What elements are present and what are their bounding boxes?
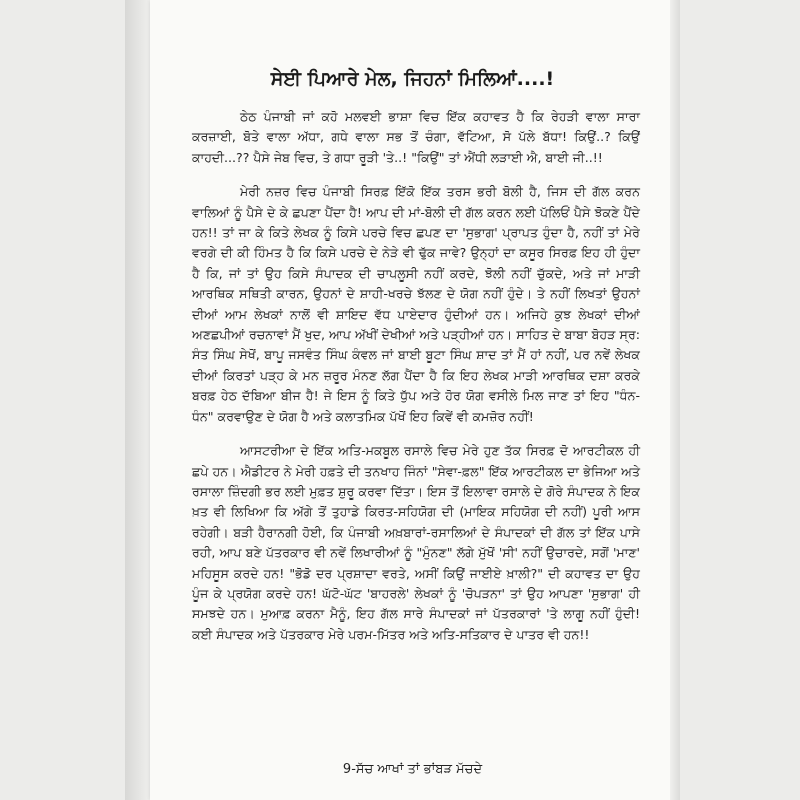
paragraph-2: ਮੇਰੀ ਨਜ਼ਰ ਵਿਚ ਪੰਜਾਬੀ ਸਿਰਫ਼ ਇੱਕੋ ਇੱਕ ਤਰਸ ਭਰੀ ਬੋਲੀ ਹੈ, ਜਿਸ ਦੀ ਗੱਲ ਕਰਨ ਵਾਲਿਆਂ ਨੂੰ ਪੈਸੇ ਦੇ ਕੇ ਛਪਣਾ ਪੈਂਦਾ ਹੈ! ਆਪ ਦੀ ਮਾਂ-ਬੋਲੀ ਦੀ ਗੱਲ ਕਰਨ ਲਈ ਪੱਲਿਓਂ ਪੈਸੇ ਝੋਕਣੇ ਪੈਂਦੇ ਹਨ!! ਤਾਂ ਜਾ ਕੇ ਕਿਤੇ ਲੇਖਕ ਨੂੰ ਕਿਸੇ ਪਰਚੇ ਵਿਚ ਛਪਣ ਦਾ 'ਸੁਭਾਗ' ਪ੍ਰਾਪਤ ਹੁੰਦਾ ਹੈ, ਨਹੀਂ ਤਾਂ ਮੇਰੇ ਵਰਗੇ ਦੀ ਕੀ ਹਿੰਮਤ ਹੈ ਕਿ ਕਿਸੇ ਪਰਚੇ ਦੇ ਨੇੜੇ ਵੀ ਢੁੱਕ ਜਾਵੇ? ਉਨ੍ਹਾਂ ਦਾ ਕਸੂਰ ਸਿਰਫ਼ ਇਹ ਹੀ ਹੁੰਦਾ ਹੈ ਕਿ, ਜਾਂ ਤਾਂ ਉਹ ਕਿਸੇ ਸੰਪਾਦਕ ਦੀ ਚਾਪਲੂਸੀ ਨਹੀਂ ਕਰਦੇ, ਝੋਲੀ ਨਹੀਂ ਚੁੱਕਦੇ, ਅਤੇ ਜਾਂ ਮਾੜੀ ਆਰਥਿਕ ਸਥਿਤੀ ਕਾਰਨ, ਉਹਨਾਂ ਦੇ ਸ਼ਾਹੀ-ਖਰਚੇ ਝੱਲਣ ਦੇ ਯੋਗ ਨਹੀਂ ਹੁੰਦੇ। ਤੇ ਨਹੀਂ ਲਿਖਤਾਂ ਉਹਨਾਂ ਦੀਆਂ ਆਮ ਲੇਖਕਾਂ ਨਾਲੋਂ ਵੀ ਸ਼ਾਇਦ ਵੱਧ ਪਾਏਦਾਰ ਹੁੰਦੀਆਂ ਹਨ। ਅਜਿਹੇ ਕੁਝ ਲੇਖਕਾਂ ਦੀਆਂ ਅਣਛਪੀਆਂ ਰਚਨਾਵਾਂ ਮੈਂ ਖੁਦ, ਆਪ ਅੱਖੀਂ ਦੇਖੀਆਂ ਅਤੇ ਪੜ੍ਹੀਆਂ ਹਨ। ਸਾਹਿਤ ਦੇ ਬਾਬਾ ਬੋਹੜ ਸ੍ਰ: ਸੰਤ ਸਿੰਘ ਸੇਖੋਂ, ਬਾਪੂ ਜਸਵੰਤ ਸਿੰਘ ਕੰਵਲ ਜਾਂ ਬਾਈ ਬੂਟਾ ਸਿੰਘ ਸ਼ਾਦ ਤਾਂ ਮੈਂ ਹਾਂ ਨਹੀਂ, ਪਰ ਨਵੇਂ ਲੇਖਕ ਦੀਆਂ ਕਿਰਤਾਂ ਪੜ੍ਹ ਕੇ ਮਨ ਜ਼ਰੂਰ ਮੰਨਣ ਲੱਗ ਪੈਂਦਾ ਹੈ ਕਿ ਇਹ ਲੇਖਕ ਮਾੜੀ ਆਰਥਿਕ ਦਸ਼ਾ ਕਰਕੇ ਬਰਫ਼ ਹੇਠ ਦੱਬਿਆ ਬੀਜ ਹੈ! ਜੇ ਇਸ ਨੂੰ ਕਿਤੇ ਧੁੱਪ ਅਤੇ ਹੋਰ ਯੋਗ ਵਸੀਲੇ ਮਿਲ ਜਾਣ ਤਾਂ ਇਹ "ਧੰਨ-ਧੰਨ" ਕਰਵਾਉਣ ਦੇ ਯੋਗ ਹੈ ਅਤੇ ਕਲਾਤਮਿਕ ਪੱਖੋਂ ਇਹ ਕਿਵੇਂ ਵੀ ਕਮਜ਼ੋਰ ਨਹੀਂ! — [192, 184, 640, 424]
paragraph-1: ਠੇਠ ਪੰਜਾਬੀ ਜਾਂ ਕਹੋ ਮਲਵਈ ਭਾਸ਼ਾ ਵਿਚ ਇੱਕ ਕਹਾਵਤ ਹੈ ਕਿ ਰੇਹੜੀ ਵਾਲਾ ਸਾਰਾ ਕਰਜ਼ਾਈ, ਬੋਤੇ ਵਾਲਾ ਅੱਧਾ, ਗਧੇ ਵਾਲਾ ਸਭ ਤੋਂ ਚੰਗਾ, ਵੱਟਿਆ, ਸੋ ਪੱਲੇ ਬੱਧਾ! ਕਿਉਂ..? ਕਿਉਂ ਕਾਹਦੀ...?? ਪੈਸੇ ਜੇਬ ਵਿਚ, ਤੇ ਗਧਾ ਰੂੜੀ 'ਤੇ..! "ਕਿਉਂ" ਤਾਂ ਐਂਧੀ ਲੜਾਈ ਐ, ਬਾਈ ਜੀ..!! — [192, 109, 640, 165]
page-footer: 9-ਸੱਚ ਆਖਾਂ ਤਾਂ ਭਾਂਬੜ ਮੱਚਦੇ — [342, 762, 483, 777]
chapter-title: ਸੇਈ ਪਿਆਰੇ ਮੇਲ, ਜਿਹਨਾਂ ਮਿਲਿਆਂ....! — [270, 68, 555, 90]
paragraph-3: ਆਸਟਰੀਆ ਦੇ ਇੱਕ ਅਤਿ-ਮਕਬੂਲ ਰਸਾਲੇ ਵਿਚ ਮੇਰੇ ਹੁਣ ਤੱਕ ਸਿਰਫ਼ ਦੋ ਆਰਟੀਕਲ ਹੀ ਛਪੇ ਹਨ। ਐਡੀਟਰ ਨੇ ਮੇਰੀ ਹਫ਼ਤੇ ਦੀ ਤਨਖਾਹ ਜਿੰਨਾਂ "ਸੇਵਾ-ਫ਼ਲ" ਇੱਕ ਆਰਟੀਕਲ ਦਾ ਭੇਜਿਆ ਅਤੇ ਰਸਾਲਾ ਜ਼ਿੰਦਗੀ ਭਰ ਲਈ ਮੁਫ਼ਤ ਸ਼ੁਰੂ ਕਰਵਾ ਦਿੱਤਾ। ਇਸ ਤੋਂ ਇਲਾਵਾ ਰਸਾਲੇ ਦੇ ਗੋਰੇ ਸੰਪਾਦਕ ਨੇ ਇਕ ਖ਼ਤ ਵੀ ਲਿਖਿਆ ਕਿ ਅੱਗੇ ਤੋਂ ਤੁਹਾਡੇ ਕਿਰਤ-ਸਹਿਯੋਗ ਦੀ (ਮਾਇਕ ਸਹਿਯੋਗ ਦੀ ਨਹੀਂ) ਪੂਰੀ ਆਸ ਰਹੇਗੀ। ਬੜੀ ਹੈਰਾਨਗੀ ਹੋਈ, ਕਿ ਪੰਜਾਬੀ ਅਖ਼ਬਾਰਾਂ-ਰਸਾਲਿਆਂ ਦੇ ਸੰਪਾਦਕਾਂ ਦੀ ਗੱਲ ਤਾਂ ਇੱਕ ਪਾਸੇ ਰਹੀ, ਆਪ ਬਣੇ ਪੱਤਰਕਾਰ ਵੀ ਨਵੇਂ ਲਿਖਾਰੀਆਂ ਨੂੰ "ਮੁੰਨਣ" ਲੱਗੇ ਮੁੱਖੋਂ 'ਸੀ' ਨਹੀਂ ਉਚਾਰਦੇ, ਸਗੋਂ 'ਮਾਣ' ਮਹਿਸੂਸ ਕਰਦੇ ਹਨ! "ਭੋਡੋ ਦਰ ਪ੍ਰਸ਼ਾਦਾ ਵਰਤੇ, ਅਸੀਂ ਕਿਉਂ ਜਾਈਏ ਖ਼ਾਲੀ?" ਦੀ ਕਹਾਵਤ ਦਾ ਉਹ ਪੂੰਜ ਕੇ ਪ੍ਰਯੋਗ ਕਰਦੇ ਹਨ! ਘੱਟੋ-ਘੱਟ 'ਬਾਹਰਲੇ' ਲੇਖਕਾਂ ਨੂੰ 'ਚੋਪੜਨਾ' ਤਾਂ ਉਹ ਆਪਣਾ 'ਸੁਭਾਗ' ਹੀ ਸਮਝਦੇ ਹਨ। ਮੁਆਫ਼ ਕਰਨਾ ਮੈਨੂੰ, ਇਹ ਗੱਲ ਸਾਰੇ ਸੰਪਾਦਕਾਂ ਜਾਂ ਪੱਤਰਕਾਰਾਂ 'ਤੇ ਲਾਗੂ ਨਹੀਂ ਹੁੰਦੀ! ਕਈ ਸੰਪਾਦਕ ਅਤੇ ਪੱਤਰਕਾਰ ਮੇਰੇ ਪਰਮ-ਮਿੱਤਰ ਅਤੇ ਅਤਿ-ਸਤਿਕਾਰ ਦੇ ਪਾਤਰ ਵੀ ਹਨ!! — [192, 443, 640, 642]
book-page — [150, 0, 675, 800]
page-edge — [670, 0, 680, 800]
page-body — [192, 107, 640, 645]
